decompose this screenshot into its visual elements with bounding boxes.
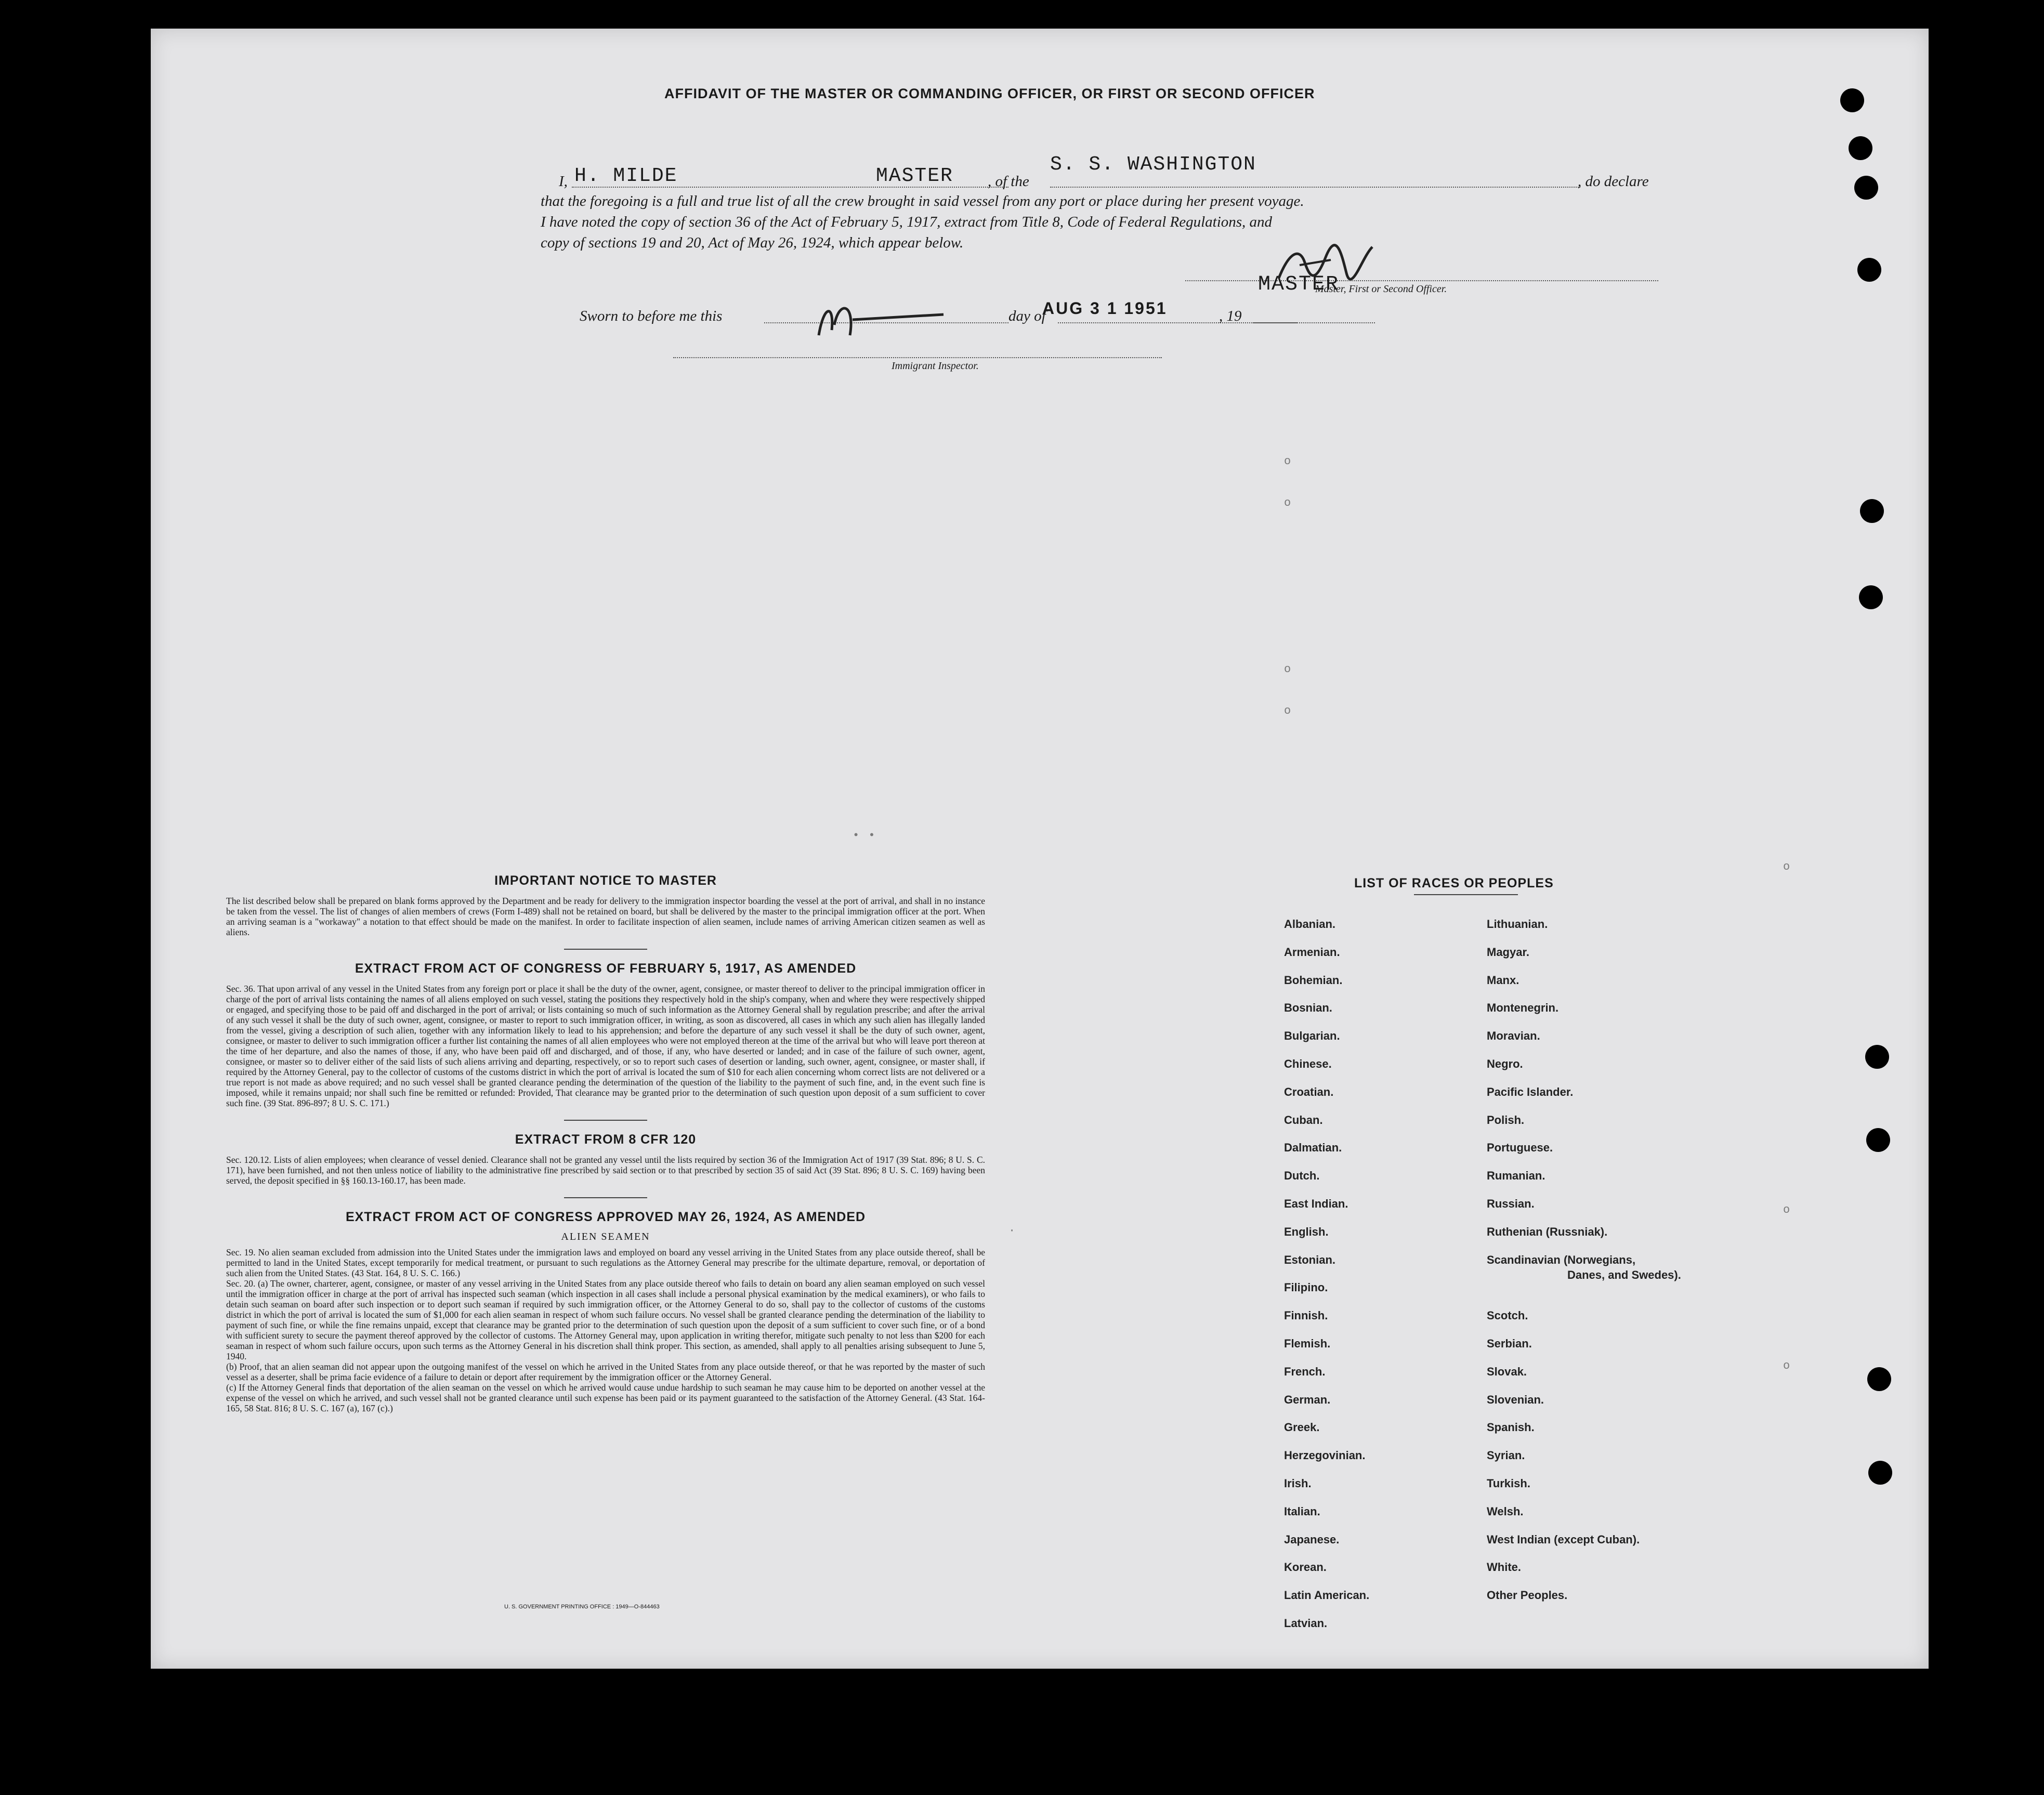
vessel-rule [1050, 187, 1580, 188]
notice-column [226, 873, 985, 1413]
extract-1924-sec20b: (b) Proof, that an alien seaman did not appear upon the outgoing manifest of the vessel on which he arrived in the United States from any place outside thereof, or that he was reported by the master of such vessel as a deserter, shall be prima facie evidence of a failure to detain or deport after requirement by the immigration officer or the Attorney General. [226, 1361, 985, 1382]
race-item: English. [1284, 1225, 1329, 1238]
race-item: Slovak. [1487, 1365, 1527, 1378]
vessel-name: S. S. WASHINGTON [1050, 153, 1256, 176]
races-heading: LIST OF RACES OR PEOPLES [1354, 876, 1554, 890]
race-item: Spanish. [1487, 1421, 1535, 1434]
race-item: Latvian. [1284, 1617, 1328, 1630]
bleed-mark: · [1008, 1224, 1017, 1237]
race-item: Bohemian. [1284, 973, 1343, 987]
punch-hole [1865, 1045, 1889, 1069]
notice-heading: IMPORTANT NOTICE TO MASTER [494, 873, 717, 888]
alien-seamen-subheading: ALIEN SEAMEN [561, 1231, 650, 1242]
date-stamp: AUG 3 1 1951 [1042, 299, 1168, 318]
year-rule [1253, 322, 1297, 323]
do-declare-label: , do declare [1578, 173, 1649, 190]
punch-hole [1859, 585, 1883, 609]
punch-hole [1868, 1461, 1892, 1485]
punch-hole [1860, 499, 1884, 523]
race-item: German. [1284, 1393, 1331, 1406]
bleed-mark: • • [853, 829, 876, 842]
race-item: White. [1487, 1561, 1521, 1574]
inspector-signature [808, 294, 954, 351]
punch-hole [1867, 1367, 1891, 1391]
master-signature-rule [1185, 280, 1658, 281]
bleed-mark: o [1284, 663, 1292, 676]
bleed-mark: o [1783, 1203, 1791, 1216]
race-item: Armenian. [1284, 945, 1340, 959]
race-item: Italian. [1284, 1504, 1320, 1518]
master-signature [1268, 242, 1388, 289]
extract-1924-sec19: Sec. 19. No alien seaman excluded from admission into the United States under the immigration laws and employed on board any vessel arriving in the United States from any place outside thereof, shall be permitted to land in the United States, except temporarily for medical treatment, or pursuant to such regulations as the Attorney General may prescribe for the ultimate departure, removal, or deportation of such alien from the United States. (43 Stat. 164, 8 U. S. C. 166.) [226, 1247, 985, 1278]
affidavit-line-4: copy of sections 19 and 20, Act of May 26, 1924, which appear below. [541, 234, 964, 251]
race-item: Bosnian. [1284, 1001, 1332, 1015]
race-item: Montenegrin. [1487, 1001, 1559, 1015]
race-item: Herzegovinian. [1284, 1449, 1366, 1462]
extract-cfr-text: Sec. 120.12. Lists of alien employees; when clearance of vessel denied. Clearance shall not be granted any vessel until the lists required by section 36 of the Immigration Act of 1917 (39 Stat. 896; 8 U. S. C. 171), have been furnished, and not then unless notice of liability to the administrative fine prescribed by said section or to that prescribed by section 35 of said Act (39 Stat. 896; 8 U. S. C. 169) having been served, the deposit specified in §§ 160.13-160.17, has been made. [226, 1155, 985, 1186]
bleed-mark: o [1783, 860, 1791, 873]
race-item: Ruthenian (Russniak). [1487, 1225, 1608, 1238]
race-item: Pacific Islander. [1487, 1085, 1574, 1098]
affidavit-title: AFFIDAVIT OF THE MASTER OR COMMANDING OFFICER, OR FIRST OR SECOND OFFICER [664, 86, 1315, 101]
race-item: Danes, and Swedes). [1567, 1268, 1681, 1282]
punch-hole [1857, 258, 1881, 282]
signer-caption: Master, First or Second Officer. [1315, 283, 1447, 295]
gpo-imprint: U. S. GOVERNMENT PRINTING OFFICE : 1949—O-844463 [504, 1604, 660, 1610]
race-item: Flemish. [1284, 1337, 1331, 1350]
race-item: Korean. [1284, 1561, 1327, 1574]
race-item: Chinese. [1284, 1057, 1332, 1070]
race-item: Scotch. [1487, 1309, 1528, 1322]
race-item: Croatian. [1284, 1085, 1334, 1098]
race-item: Lithuanian. [1487, 918, 1548, 931]
extract-1924-heading: EXTRACT FROM ACT OF CONGRESS APPROVED MAY 26, 1924, AS AMENDED [345, 1210, 866, 1224]
race-item: Dalmatian. [1284, 1141, 1342, 1155]
inspector-rule [673, 357, 1162, 358]
punch-hole [1854, 176, 1878, 200]
document-page [151, 29, 1929, 1669]
race-item: Turkish. [1487, 1477, 1530, 1490]
affidavit-line-3: I have noted the copy of section 36 of the Act of February 5, 1917, extract from Title 8, Code of Federal Regulations, and [541, 214, 1273, 230]
race-item: Estonian. [1284, 1253, 1336, 1266]
sworn-label: Sworn to before me this [580, 308, 723, 324]
race-item: East Indian. [1284, 1197, 1348, 1210]
race-item: Manx. [1487, 973, 1519, 987]
extract-cfr-heading: EXTRACT FROM 8 CFR 120 [515, 1132, 697, 1147]
extract-1917-heading: EXTRACT FROM ACT OF CONGRESS OF FEBRUARY 5, 1917, AS AMENDED [355, 961, 857, 976]
race-item: Finnish. [1284, 1309, 1328, 1322]
affidavit-line-2: that the foregoing is a full and true list of all the crew brought in said vessel from any port or place during her present voyage. [541, 193, 1304, 209]
bleed-mark: o [1284, 496, 1292, 509]
inspector-caption: Immigrant Inspector. [892, 360, 979, 372]
race-item: Albanian. [1284, 918, 1336, 931]
race-item: Negro. [1487, 1057, 1523, 1070]
punch-hole [1849, 136, 1872, 160]
race-item: Russian. [1487, 1197, 1535, 1210]
i-label: I, [559, 173, 568, 190]
race-item: Latin American. [1284, 1589, 1370, 1602]
races-divider [1414, 894, 1518, 895]
race-item: Syrian. [1487, 1449, 1525, 1462]
divider [564, 949, 647, 950]
extract-1924-sec20c: (c) If the Attorney General finds that deportation of the alien seaman on the vessel on which he arrived would cause undue hardship to such seaman he may cause him to be deported on another vessel at the expense of the vessel on which he arrived, and such vessel shall not be granted clearance until such expense has been paid or its payment guaranteed to the satisfaction of the Attorney General. (43 Stat. 164-165, 58 Stat. 816; 8 U. S. C. 167 (a), 167 (c).) [226, 1382, 985, 1413]
race-item: Other Peoples. [1487, 1589, 1568, 1602]
race-item: Scandinavian (Norwegians, [1487, 1253, 1636, 1266]
race-item: Portuguese. [1487, 1141, 1553, 1155]
punch-hole [1866, 1128, 1890, 1152]
bleed-mark: o [1783, 1359, 1791, 1372]
day-of-label: day of [1008, 308, 1046, 324]
year-prefix: , 19 [1219, 308, 1242, 324]
signer-title: MASTER [1258, 273, 1340, 296]
extract-1917-text: Sec. 36. That upon arrival of any vessel in the United States from any foreign port or place it shall be the duty of the owner, agent, consignee, or master thereof to deliver to the principal immigration officer in charge of the port of arrival lists containing the names of all aliens employed on such vessel, stating the positions they respectively hold in the ship's company, when and where they were respectively shipped or engaged, and specifying those to be paid off and discharged in the port of arrival; or lists containing so much of such information as the Attorney General shall by regulation prescribe; and after the arrival of any such vessel it shall be the duty of such owner, agent, consignee, or master to report to such immigration officer, in writing, as soon as discovered, all cases in which any such alien has illegally landed from the vessel, giving a description of such alien, together with any information likely to lead to his apprehension; and before the departure of any such vessel it shall be the duty of such owner, agent, consignee, or master to deliver to such immigration officer a further list containing the names of all alien employees who were not employed thereon at the time of the arrival but who will leave port thereon at the time of her departure, and also the names of those, if any, who have been paid off and discharged, and of those, if any, who have deserted or landed; and in case of the failure of such owner, agent, consignee, or master so to deliver either of the said lists of such aliens arriving and departing, respectively, or so to report such cases of desertion or landing, such owner, agent, consignee, or master shall, if required by the Attorney General, pay to the collector of customs of the customs district in which the port of arrival is located the sum of $10 for each alien concerning whom correct lists are not delivered or a true report is not made as above required; and no such vessel shall be granted clearance pending the determination of the question of the liability to the payment of such fine, and, in the event such fine is imposed, while it remains unpaid; nor shall such fine be remitted or refunded: Provided, That clearance may be granted prior to the determination of such question upon deposit of a sum sufficient to cover such fine. (39 Stat. 896-897; 8 U. S. C. 171.) [226, 984, 985, 1108]
race-item: Serbian. [1487, 1337, 1532, 1350]
race-item: Rumanian. [1487, 1169, 1545, 1183]
race-item: Magyar. [1487, 945, 1529, 959]
notice-text: The list described below shall be prepared on blank forms approved by the Department and be ready for delivery to the immigration inspector boarding the vessel at the port of arrival, and shall in no instance be taken from the vessel. The list of changes of alien members of crews (Form I-489) shall not be retained on board, but shall be delivered by the master to the principal immigration officer at the port. When an arriving seaman is a "workaway" a notation to that effect should be made on the manifest. In order to facilitate inspection of alien seamen, include names of arriving American citizen seamen as well as aliens. [226, 896, 985, 937]
divider [564, 1197, 647, 1198]
race-item: Filipino. [1284, 1281, 1328, 1294]
name-rule [572, 187, 1008, 188]
race-item: Polish. [1487, 1113, 1525, 1126]
bleed-mark: o [1284, 455, 1292, 468]
race-item: French. [1284, 1365, 1326, 1378]
race-item: Slovenian. [1487, 1393, 1544, 1406]
race-item: Dutch. [1284, 1169, 1320, 1183]
declarant-rank: MASTER [876, 165, 953, 187]
of-the-label: , of the [988, 173, 1029, 190]
race-item: Irish. [1284, 1477, 1312, 1490]
divider [564, 1120, 647, 1121]
extract-1924-sec20a: Sec. 20. (a) The owner, charterer, agent, consignee, or master of any vessel arriving in the United States from any place outside thereof who fails to detain on board any alien seaman employed on such vessel until the immigration officer in charge at the port of arrival has inspected such seaman (which inspection in all cases shall include a personal physical examination by the medical examiners), or who fails to detain such seaman on board after such inspection or to deport such seaman if required by such immigration officer, or the Attorney General to do so, shall pay to the collector of customs of the customs district in which the port of arrival is located the sum of $1,000 for each alien seaman in respect of whom such failure occurs. No vessel shall be granted clearance pending the determination of the liability to payment of such fine, or while the fine remains unpaid, except that clearance may be granted prior to the determination of such question upon the deposit of a sum sufficient to cover such fine, or of a bond with sufficient surety to secure the payment thereof approved by the collector of customs. The Attorney General may, upon application in writing therefor, mitigate such penalty to not less than $200 for each seaman in respect of whom such failure occurs, upon such terms as the Attorney General in his discretion shall think proper. This section, as amended, shall apply to all penalties arising subsequent to June 5, 1940. [226, 1278, 985, 1361]
race-item: West Indian (except Cuban). [1487, 1532, 1640, 1546]
race-item: Japanese. [1284, 1532, 1340, 1546]
race-item: Welsh. [1487, 1504, 1524, 1518]
race-item: Greek. [1284, 1421, 1320, 1434]
bleed-mark: o [1284, 704, 1292, 717]
race-item: Moravian. [1487, 1029, 1540, 1043]
punch-hole [1840, 88, 1864, 112]
race-item: Cuban. [1284, 1113, 1323, 1126]
date-rule [1058, 322, 1375, 323]
declarant-name: H. MILDE [574, 165, 678, 187]
race-item: Bulgarian. [1284, 1029, 1340, 1043]
